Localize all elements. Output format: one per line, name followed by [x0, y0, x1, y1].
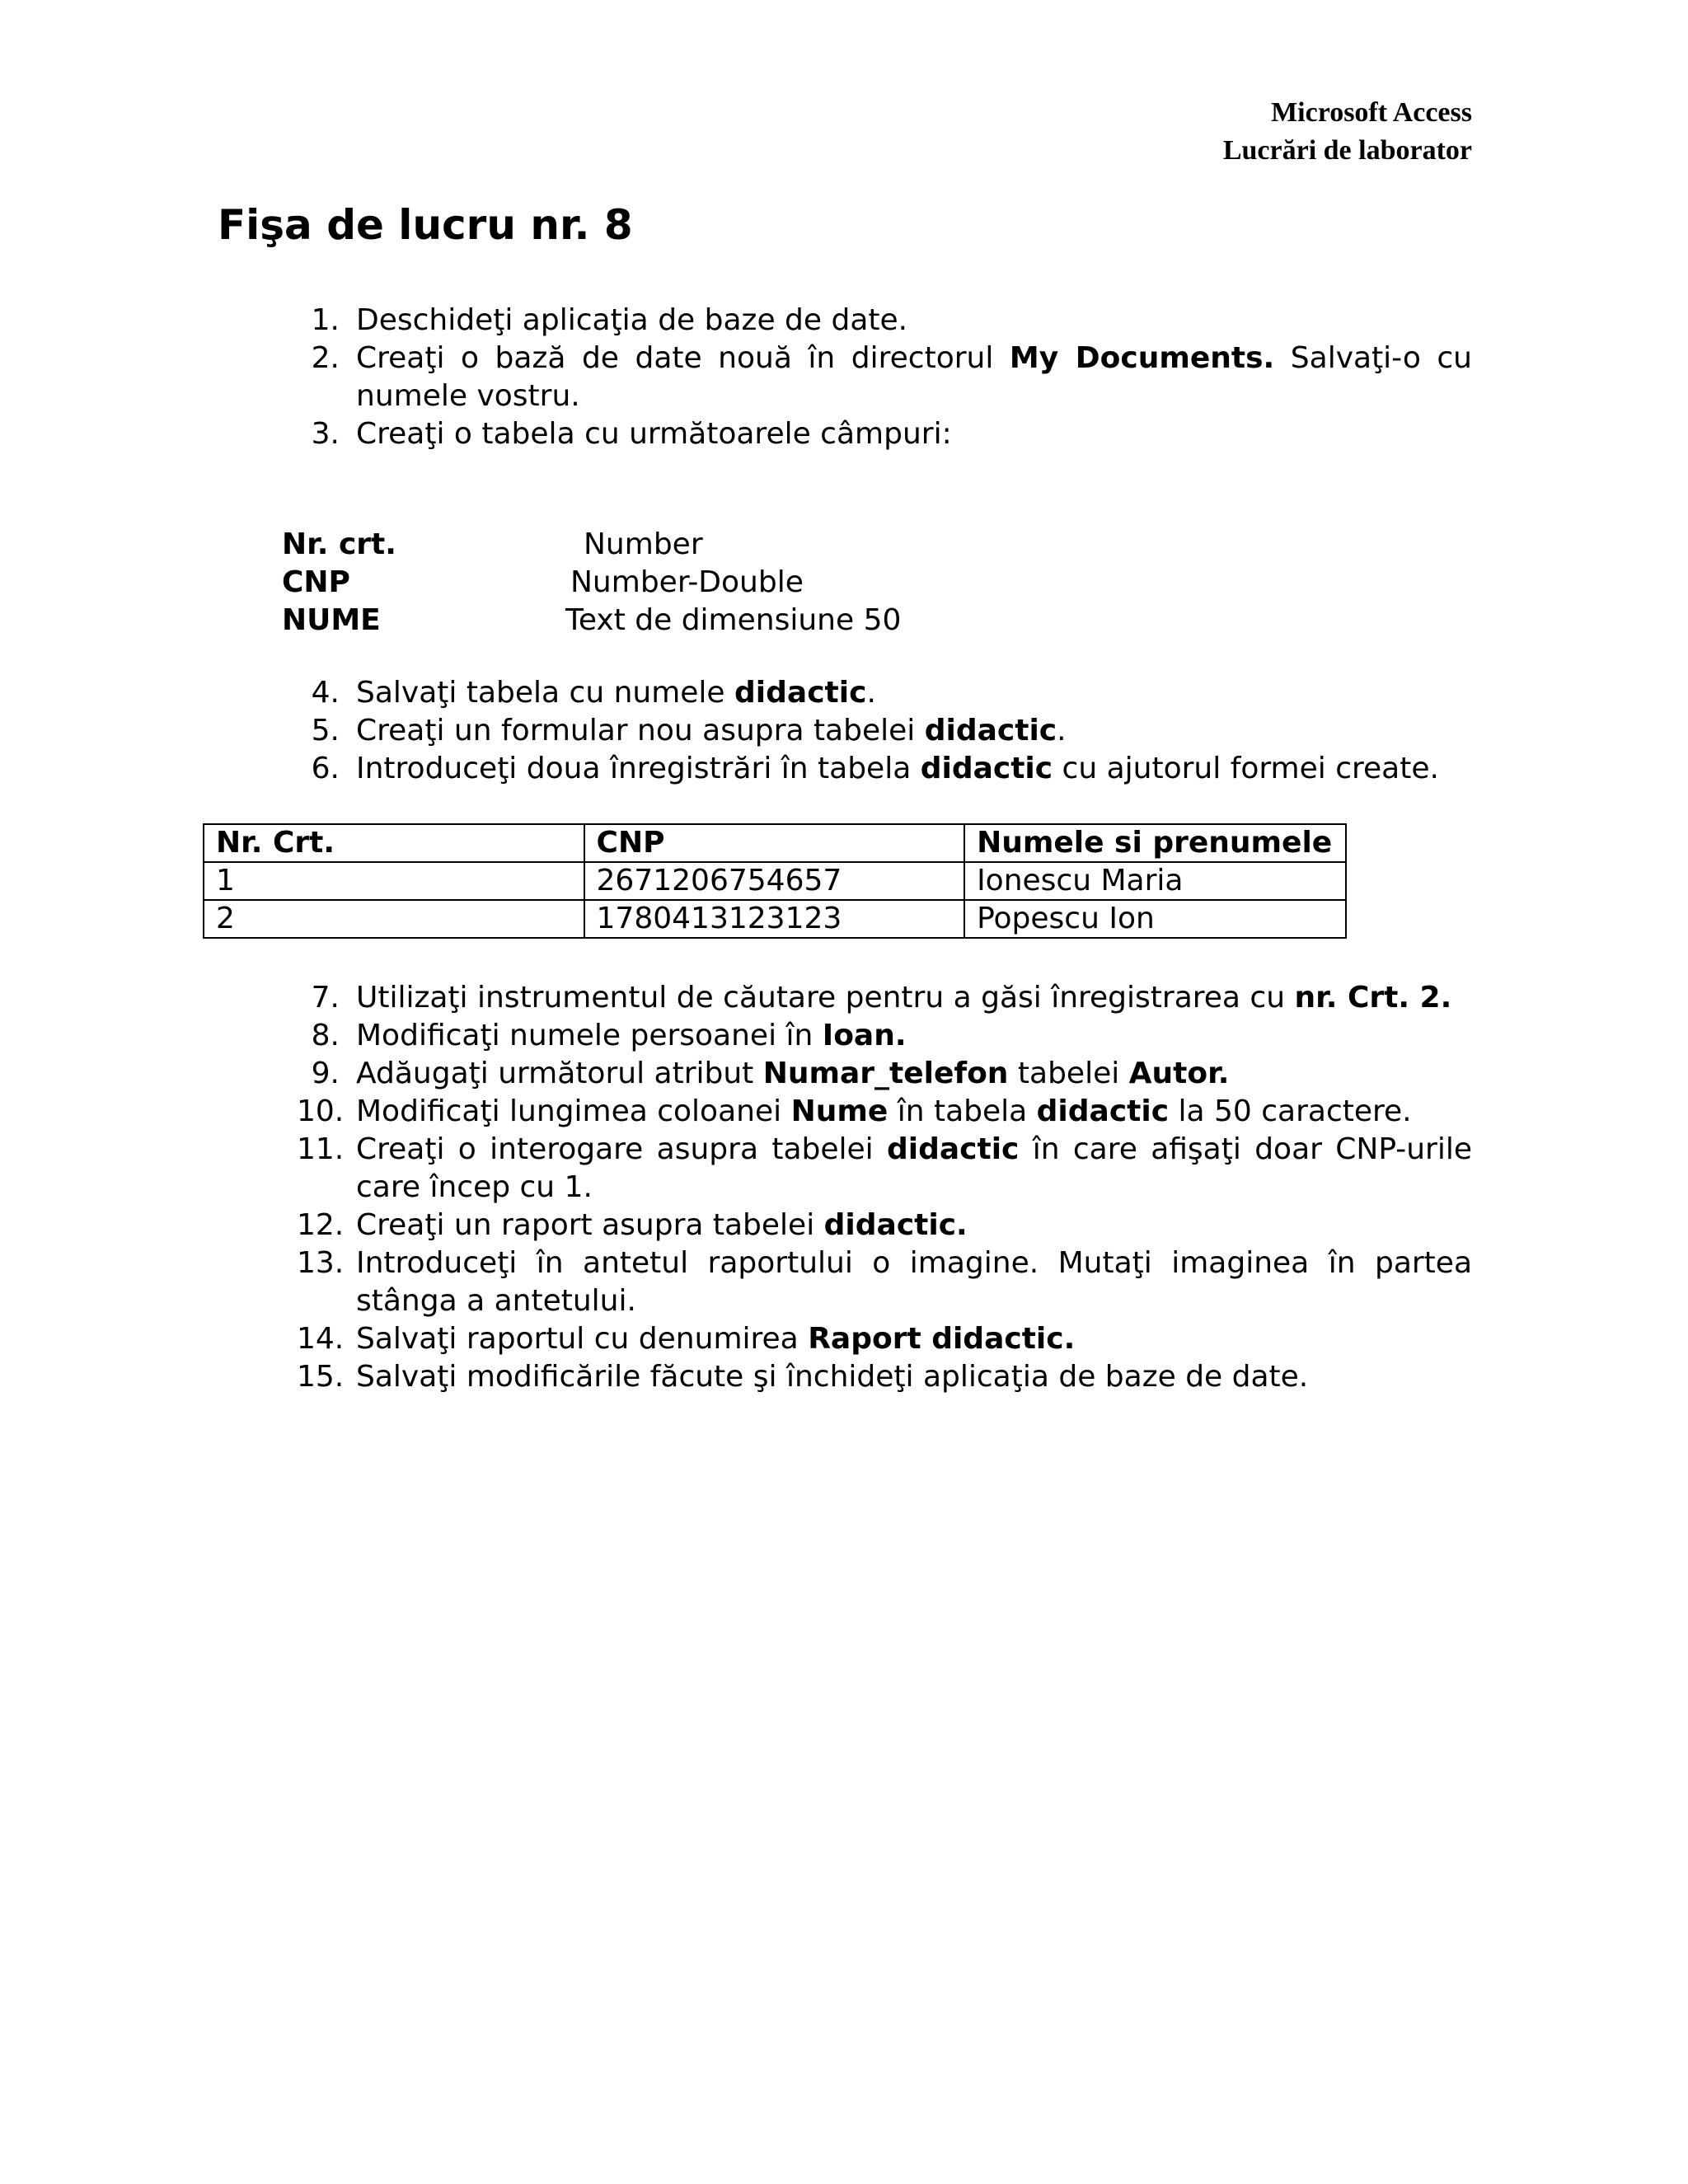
list-item-text: .	[1057, 714, 1067, 748]
emphasized-text: didactic	[886, 1132, 1020, 1166]
list-item-text: tabelei	[1008, 1057, 1129, 1090]
emphasized-text: Raport didactic.	[808, 1322, 1076, 1356]
emphasized-text: My Documents.	[1009, 341, 1275, 375]
list-item	[297, 1131, 1472, 1207]
field-name: CNP	[282, 565, 350, 599]
list-item	[297, 1055, 1472, 1093]
list-item	[297, 1320, 1472, 1358]
records-table	[203, 823, 1347, 939]
instruction-list-1	[297, 302, 1472, 453]
emphasized-text: didactic	[734, 676, 867, 710]
list-item-text: Introduceţi doua înregistrări în tabela	[356, 752, 921, 785]
list-item-number: 3.	[311, 417, 340, 451]
list-item	[297, 415, 1472, 453]
column-header: Nr. Crt.	[204, 824, 584, 862]
list-item-number: 8.	[311, 1019, 340, 1052]
table-row	[204, 900, 1346, 938]
document-header	[1223, 94, 1472, 170]
table-header-row	[204, 824, 1346, 862]
list-item-number: 1.	[311, 303, 340, 337]
field-type: Text de dimensiune 50	[565, 603, 902, 637]
column-header: CNP	[584, 824, 965, 862]
header-line-2: Lucrări de laborator	[1222, 135, 1472, 166]
list-item-text: Salvaţi modificările făcute şi închideţi aplicaţia de baze de date.	[356, 1360, 1309, 1394]
list-item-number: 10.	[297, 1094, 345, 1128]
column-header: Numele si prenumele	[964, 824, 1346, 862]
list-item-text: Creaţi o bază de date nouă în directorul	[356, 341, 1010, 375]
list-item-text: Introduceţi în antetul raportului o imagine. Mutaţi imaginea în partea stânga a antetului.	[356, 1246, 1472, 1318]
list-item	[297, 1207, 1472, 1244]
field-name: Nr. crt.	[282, 527, 396, 561]
list-item-text: Modificaţi numele persoanei în	[356, 1019, 823, 1052]
table-cell: 1	[204, 862, 584, 900]
instruction-list-2	[297, 674, 1472, 788]
list-item-text: .	[866, 676, 876, 710]
emphasized-text: Nume	[790, 1094, 889, 1128]
list-item-text: Creaţi un formular nou asupra tabelei	[356, 714, 925, 748]
list-item	[297, 1358, 1472, 1396]
field-row	[282, 602, 1024, 640]
list-item-text: cu ajutorul formei create.	[1053, 752, 1439, 785]
header-line-1: Microsoft Access	[1271, 97, 1472, 128]
table-cell: 2	[204, 900, 584, 938]
list-item-text: Adăugaţi următorul atribut	[356, 1057, 763, 1090]
list-item-text: la 50 caractere.	[1169, 1094, 1412, 1128]
page-title: Fişa de lucru nr. 8	[218, 201, 633, 249]
list-item-text: Salvaţi-o cu numele vostru.	[356, 341, 1472, 413]
table-cell: Popescu Ion	[964, 900, 1346, 938]
instruction-list-3	[297, 979, 1472, 1396]
list-item-number: 11.	[297, 1132, 345, 1166]
table-row	[204, 862, 1346, 900]
list-item-number: 2.	[311, 341, 340, 375]
list-item-number: 4.	[311, 676, 340, 710]
list-item	[297, 1244, 1472, 1320]
field-type: Number	[584, 527, 703, 561]
list-item-text: în tabela	[888, 1094, 1037, 1128]
list-item	[297, 1093, 1472, 1131]
list-item-text: Utilizaţi instrumentul de căutare pentru a găsi înregistrarea cu	[356, 981, 1295, 1015]
list-item	[297, 340, 1472, 415]
list-item-number: 9.	[311, 1057, 340, 1090]
field-row	[282, 564, 1024, 602]
list-item-text: Modificaţi lungimea coloanei	[356, 1094, 791, 1128]
list-item-text: Creaţi un raport asupra tabelei	[356, 1208, 824, 1242]
emphasized-text: didactic	[920, 752, 1053, 785]
list-item-text: Creaţi o interogare asupra tabelei	[356, 1132, 887, 1166]
list-item	[297, 712, 1472, 750]
table-cell: Ionescu Maria	[964, 862, 1346, 900]
list-item	[297, 750, 1472, 788]
list-item-text: Creaţi o tabela cu următoarele câmpuri:	[356, 417, 952, 451]
list-item-text: Salvaţi raportul cu denumirea	[356, 1322, 809, 1356]
list-item-number: 13.	[297, 1246, 345, 1280]
list-item-number: 6.	[311, 752, 340, 785]
emphasized-text: Ioan.	[822, 1019, 907, 1052]
table-cell: 1780413123123	[584, 900, 965, 938]
emphasized-text: nr. Crt. 2.	[1294, 981, 1452, 1015]
emphasized-text: didactic	[1036, 1094, 1170, 1128]
list-item-number: 7.	[311, 981, 340, 1015]
list-item-number: 12.	[297, 1208, 345, 1242]
table-cell: 2671206754657	[584, 862, 965, 900]
list-item-text: Salvaţi tabela cu numele	[356, 676, 735, 710]
list-item	[297, 302, 1472, 340]
table-body	[204, 862, 1346, 938]
emphasized-text: didactic	[924, 714, 1057, 748]
emphasized-text: Autor.	[1128, 1057, 1230, 1090]
emphasized-text: didactic.	[823, 1208, 968, 1242]
list-item-text: Deschideţi aplicaţia de baze de date.	[356, 303, 908, 337]
emphasized-text: Numar_telefon	[762, 1057, 1009, 1090]
field-name: NUME	[282, 603, 381, 637]
field-type: Number-Double	[570, 565, 804, 599]
list-item-number: 5.	[311, 714, 340, 748]
list-item-number: 15.	[297, 1360, 345, 1394]
list-item	[297, 674, 1472, 712]
field-definitions	[282, 526, 1024, 640]
list-item	[297, 979, 1472, 1017]
list-item-text: în care afişaţi doar CNP-urile care încep cu 1.	[356, 1132, 1472, 1204]
field-row	[282, 526, 1024, 564]
list-item	[297, 1017, 1472, 1055]
list-item-number: 14.	[297, 1322, 345, 1356]
